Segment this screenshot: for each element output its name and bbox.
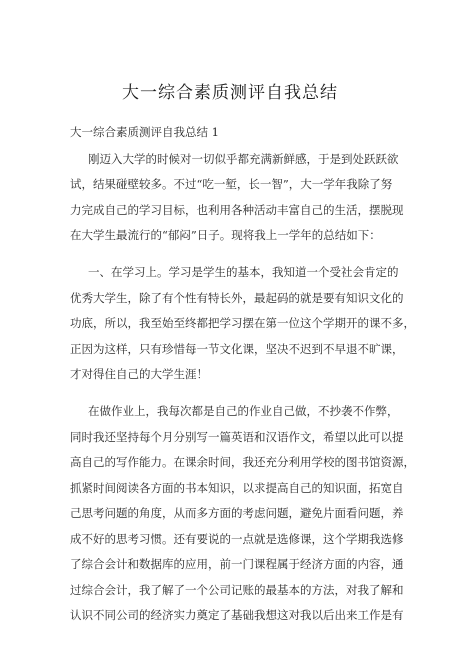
body-line: 才对得住自己的大学生涯！ (70, 367, 208, 381)
body-line: 在做作业上，我每次都是自己的作业自己做，不抄袭不作弊， (88, 404, 399, 418)
body-line: 过综合会计，我了解了一个公司记账的最基本的方法，对我了解和 (70, 583, 404, 597)
document-title: 大一综合素质测评自我总结 (122, 83, 338, 103)
body-line: 高自己的写作能力。在课余时间，我还充分利用学校的图书馆资源， (70, 455, 415, 469)
body-line: 抓紧时间阅读各方面的书本知识，以求提高自己的知识面，拓宽自 (70, 481, 404, 495)
body-line: 正因为这样，只有珍惜每一节文化课，坚决不迟到不早退不旷课， (70, 342, 404, 356)
body-line: 己思考问题的角度，从而多方面的考虑问题，避免片面看问题，养 (70, 506, 404, 520)
body-line: 了综合会计和数据库的应用，前一门课程属于经济方面的内容，通 (70, 557, 404, 571)
body-line: 成不好的思考习惯。还有要说的一点就是选修课，这个学期我选修 (70, 532, 404, 546)
body-line: 刚迈入大学的时候对一切似乎都充满新鲜感，于是到处跃跃欲 (88, 152, 399, 166)
body-line: 一、在学习上。学习是学生的基本，我知道一个受社会肯定的 (88, 265, 399, 279)
section-subtitle: 大一综合素质测评自我总结 1 (70, 125, 219, 139)
body-line: 同时我还坚持每个月分别写一篇英语和汉语作文，希望以此可以提 (70, 430, 404, 444)
body-line: 优秀大学生，除了有个性有特长外，最起码的就是要有知识文化的 (70, 291, 404, 305)
body-line: 功底，所以，我至始至终都把学习摆在第一位这个学期开的课不多， (70, 316, 415, 330)
body-line: 力完成自己的学习目标，也利用各种活动丰富自己的生活，摆脱现 (70, 203, 404, 217)
body-line: 认识不同公司的经济实力奠定了基础我想这对我以后出来工作是有 (70, 608, 404, 622)
body-line: 在大学生最流行的“郁闷”日子。现将我上一学年的总结如下： (70, 228, 381, 242)
body-line: 试，结果碰壁较多。不过“吃一堑，长一智”，大一学年我除了努 (70, 177, 393, 191)
